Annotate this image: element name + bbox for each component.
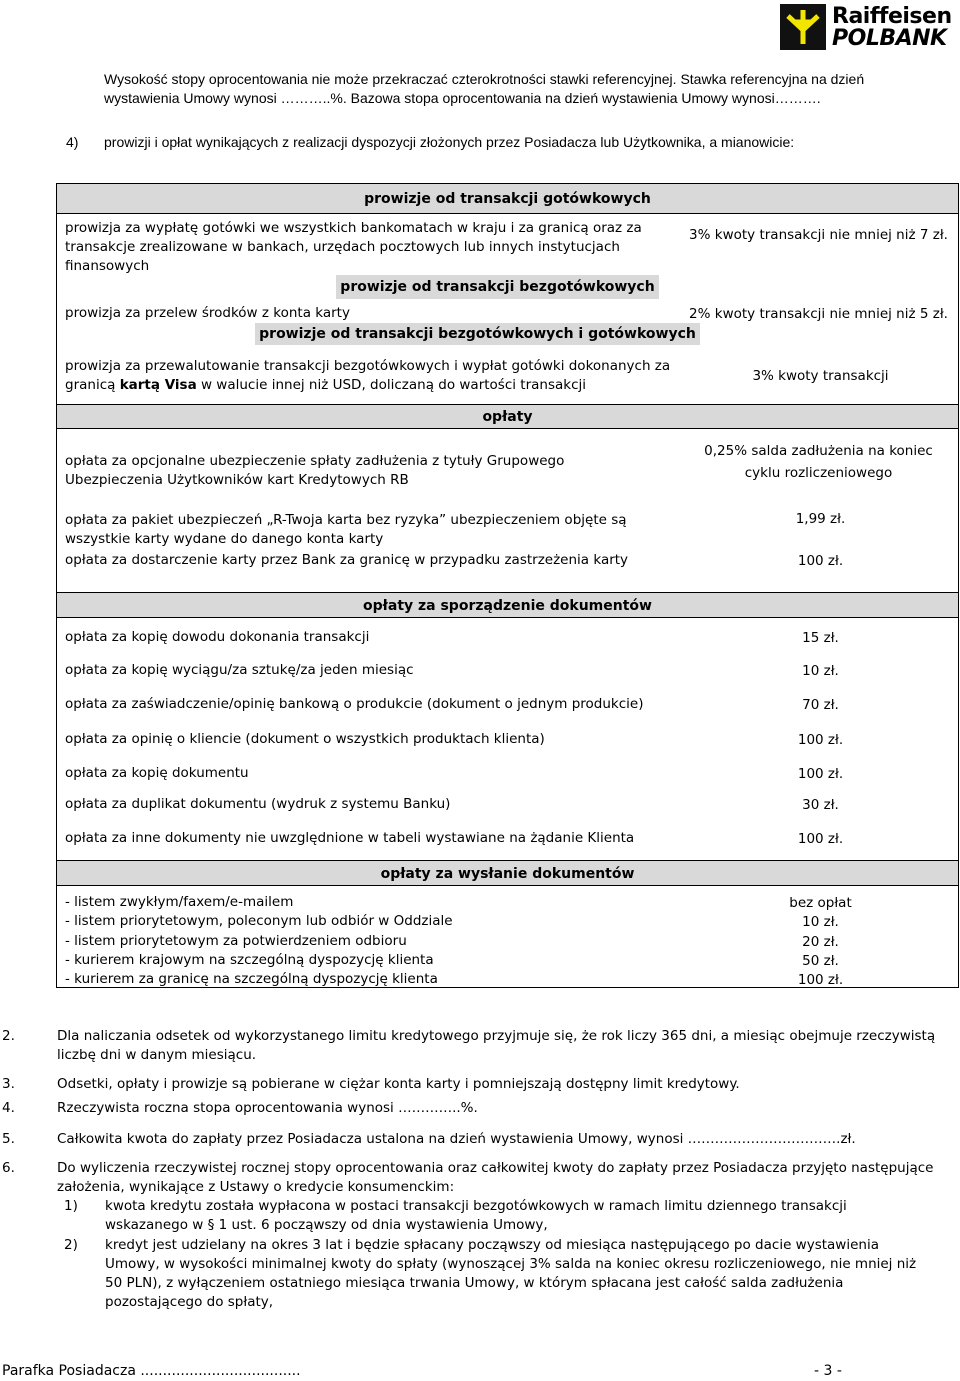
sending-fee-value: 10 zł. [802,914,839,931]
sending-fee-value: 100 zł. [797,972,844,989]
fx-conversion-value: 3% kwoty transakcji [752,368,889,384]
note-text: Odsetki, opłaty i prowizje są pobierane w ciężar konta karty i pomniejszają dostępny limit kredytowy. [57,1076,740,1092]
label-line: opłata za opcjonalne ubezpieczenie spłaty zadłużenia z tytuły Grupowego [65,453,565,469]
document-fee-label: opłata za kopię dokumentu [65,765,249,781]
document-fee-label: opłata za kopię wyciągu/za sztukę/za jeden miesiąc [65,662,414,678]
note-number: 2. [2,1028,15,1044]
subpoint-line: wskazanego w § 1 ust. 6 począwszy od dnia wystawienia Umowy, [105,1217,548,1233]
label-line: prowizja za wypłatę gotówki we wszystkich bankomatach w kraju i za granicą oraz za [65,220,642,236]
note-number: 4. [2,1100,15,1116]
label-part: w walucie innej niż USD, doliczaną do wartości transakcji [196,377,587,393]
raiffeisen-gable-cross-icon [780,4,826,50]
document-fee-label: opłata za duplikat dokumentu (wydruk z systemu Banku) [65,796,451,812]
insurance-package-value: 1,99 zł. [795,511,846,527]
cash-withdrawal-value: 3% kwoty transakcji nie mniej niż 7 zł. [689,227,948,243]
note-number: 3. [2,1076,15,1092]
logo-text-polbank: POLBANK [832,26,947,51]
fee-table [56,183,959,988]
sending-fee-value: 20 zł. [802,933,839,950]
subpoint-line: kwota kredytu została wypłacona w postaci transakcji bezgotówkowych w ramach limitu dziennego transakcji [105,1198,847,1214]
section-header-noncash-row [57,275,958,300]
label-line: wszystkie karty wydane do danego konta karty [65,531,384,547]
section-header-fees: opłaty [57,404,958,429]
cash-withdrawal-label [65,219,675,276]
subpoint-number: 1) [64,1198,78,1214]
fx-conversion-label [65,357,705,395]
value-line: cyklu rozliczeniowego [744,465,893,481]
section-header-cash: prowizje od transakcji gotówkowych [57,184,958,214]
subpoint-line: pozostającego do spłaty, [105,1294,274,1310]
document-fee-value: 10 zł. [802,663,839,679]
document-fee-value: 15 zł. [802,630,839,646]
subpoint-line: kredyt jest udzielany na okres 3 lat i będzie spłacany począwszy od miesiąca następującego po dacie wystawienia [105,1237,879,1253]
interest-rate-paragraph [104,70,944,108]
card-delivery-value: 100 zł. [797,553,844,569]
section-header-documents: opłaty za sporządzenie dokumentów [57,592,958,618]
label-line: finansowych [65,258,150,274]
note-line: Dla naliczania odsetek od wykorzystanego limitu kredytowego przyjmuje się, że rok liczy 365 dni, a miesiąc obejmuje rzeczywistą [57,1028,936,1044]
note-text: Całkowita kwota do zapłaty przez Posiadacza ustalona na dzień wystawienia Umowy, wynosi …………………………….zł. [57,1131,856,1147]
card-visa-bold: kartą Visa [119,377,197,393]
document-fee-label: opłata za opinię o kliencie (dokument o wszystkich produktach klienta) [65,731,545,747]
subpoint-text [105,1197,955,1235]
insurance-package-label [65,511,685,549]
label-line: prowizja za przewalutowanie transakcji bezgotówkowych i wypłat gotówki dokonanych za [65,358,671,374]
note-number: 6. [2,1160,15,1176]
label-part: granicą [65,377,120,393]
subpoint-number: 2) [64,1237,78,1253]
bank-logo [780,4,952,52]
point-text: prowizji i opłat wynikających z realizacji dyspozycji złożonych przez Posiadacza lub Użytkownika, a mianowicie: [104,134,795,150]
logo-text-raiffeisen: Raiffeisen [832,4,952,29]
document-fee-value: 100 zł. [797,831,844,847]
document-fee-label: opłata za inne dokumenty nie uwzględnione w tabeli wystawiane na żądanie Klienta [65,830,635,846]
section-header-sending: opłaty za wysłanie dokumentów [57,860,958,886]
sending-fee-label: - kurierem krajowym na szczególną dyspozycję klienta [65,951,434,968]
sending-fee-value: 50 zł. [802,952,839,969]
intro-line: wystawienia Umowy wynosi ………..%. Bazowa stopa oprocentowania na dzień wystawienia Umowy wynosi………. [104,90,821,106]
note-line: liczbę dni w danym miesiącu. [57,1047,257,1063]
sending-fee-label: - listem priorytetowym za potwierdzeniem odbioru [65,932,407,949]
document-fee-value: 100 zł. [797,732,844,748]
note-text [57,1027,957,1065]
document-fee-value: 100 zł. [797,766,844,782]
note-line: Do wyliczenia rzeczywistej rocznej stopy oprocentowania oraz całkowitej kwoty do zapłaty przez Posiadacza przyjęto następujące [57,1160,934,1176]
card-delivery-label: opłata za dostarczenie karty przez Bank za granicę w przypadku zastrzeżenia karty [65,552,629,568]
section-header-noncash: prowizje od transakcji bezgotówkowych [336,275,658,299]
transfer-value: 2% kwoty transakcji nie mniej niż 5 zł. [689,306,948,322]
transfer-label: prowizja za przelew środków z konta karty [65,305,350,321]
document-fee-value: 70 zł. [802,697,839,713]
insurance-value [677,440,960,484]
subpoint-text [105,1236,955,1312]
value-line: 0,25% salda zadłużenia na koniec [704,443,933,459]
label-line: opłata za pakiet ubezpieczeń „R-Twoja karta bez ryzyka” ubezpieczeniem objęte są [65,512,627,528]
document-fee-label: opłata za kopię dowodu dokonania transakcji [65,629,370,645]
document-fee-label: opłata za zaświadczenie/opinię bankową o produkcie (dokument o jednym produkcie) [65,696,644,712]
point-4 [66,134,946,150]
page-number: - 3 - [814,1363,842,1379]
note-text: Rzeczywista roczna stopa oprocentowania wynosi …………..%. [57,1100,478,1116]
label-line: transakcje zrealizowane w bankach, urzędach pocztowych lub innych instytucjach [65,239,620,255]
section-header-mixed-row [57,323,958,345]
sending-fee-label: - listem priorytetowym, poleconym lub odbiór w Oddziale [65,913,453,930]
section-header-mixed: prowizje od transakcji bezgotówkowych i gotówkowych [255,323,700,345]
label-line: Ubezpieczenia Użytkowników kart Kredytowych RB [65,472,409,488]
note-number: 5. [2,1131,15,1147]
holder-initials-line: Parafka Posiadacza .................................... [2,1363,301,1379]
sending-fee-value: bez opłat [789,895,852,911]
intro-line: Wysokość stopy oprocentowania nie może przekraczać czterokrotności stawki referencyjnej. Stawka referencyjna na dzień [104,71,865,87]
note-line: założenia, wynikające z Ustawy o kredycie konsumenckim: [57,1179,455,1195]
document-fee-value: 30 zł. [802,797,839,813]
subpoint-line: Umowy, w wysokości minimalnej kwoty do spłaty (wynoszącej 3% salda na koniec okresu rozliczeniowego, nie mniej niż [105,1256,917,1272]
point-number: 4) [66,134,79,150]
subpoint-line: 50 PLN), z wyłączeniem ostatniego miesiąca trwania Umowy, w którym spłacana jest całość salda zadłużenia [105,1275,844,1291]
sending-fee-label: - listem zwykłym/faxem/e-mailem [65,894,294,910]
note-text [57,1159,957,1197]
label-line [65,376,705,395]
insurance-label [65,452,665,490]
sending-fee-label: - kurierem za granicę na szczególną dyspozycję klienta [65,971,438,988]
